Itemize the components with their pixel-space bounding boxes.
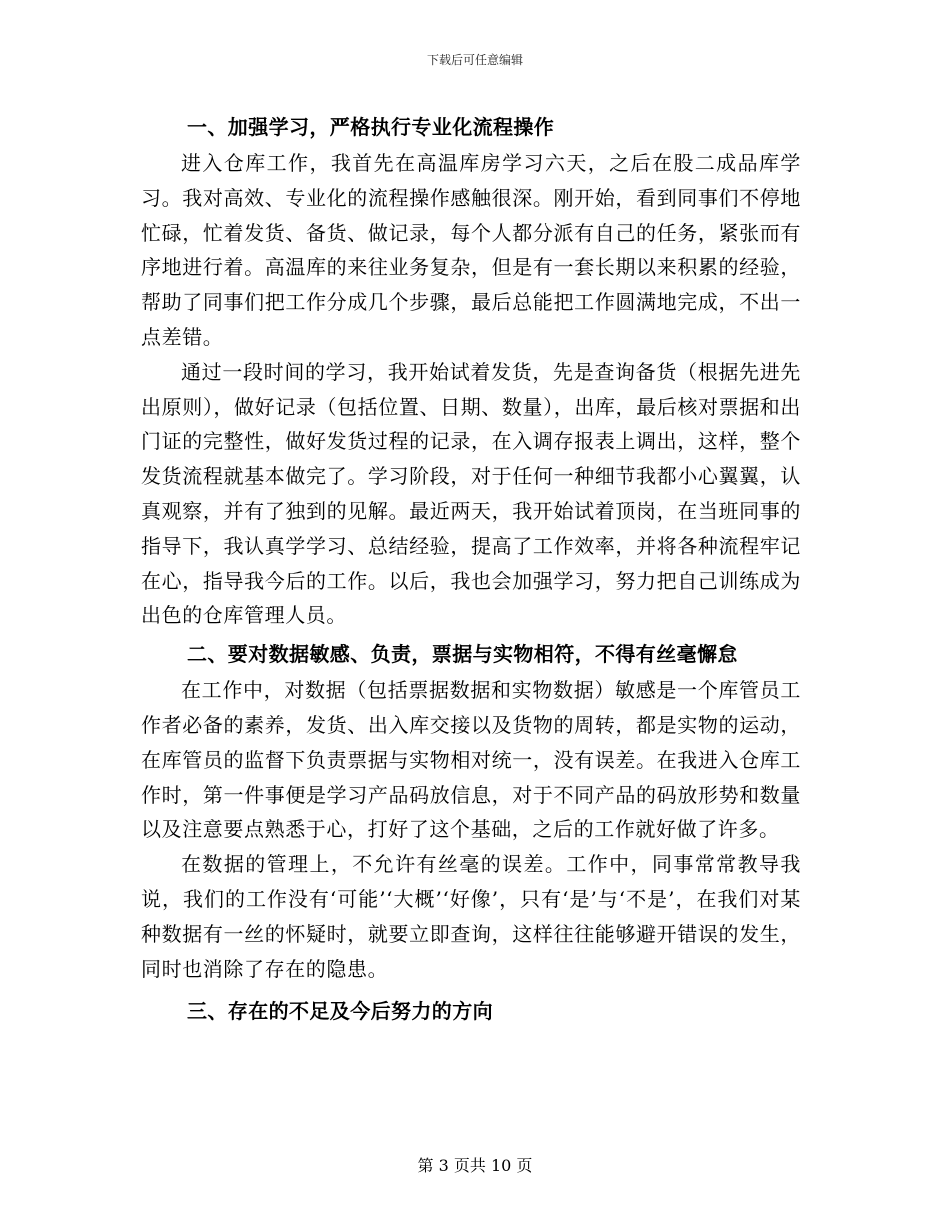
section-heading-2: 二、要对数据敏感、负责，票据与实物相符，不得有丝毫懈怠 [187,642,738,667]
section-1-paragraph-1: 进入仓库工作，我首先在高温库房学习六天，之后在股二成品库学习。我对高效、专业化的流程操作感触很深。刚开始，看到同事们不停地忙碌，忙着发货、备货、做记录，每个人都分派有自己的任务，紧张而有序地进行着。高温库的来往业务复杂，但是有一套长期以来积累的经验，帮助了同事们把工作分成几个步骤，最后总能把工作圆满地完成，不出一点差错。 [141,151,801,349]
section-2-paragraph-2: 在数据的管理上，不允许有丝毫的误差。工作中，同事常常教导我说，我们的工作没有‘可能’‘大概’‘好像’，只有‘是’与‘不是’，在我们对某种数据有一丝的怀疑时，就要立即查询，这样往往能够避开错误的发生，同时也消除了存在的隐患。 [141,852,801,981]
section-1-paragraph-2: 通过一段时间的学习，我开始试着发货，先是查询备货（根据先进先出原则），做好记录（包括位置、日期、数量），出库，最后核对票据和出门证的完整性，做好发货过程的记录，在入调存报表上调出，这样，整个发货流程就基本做完了。学习阶段，对于任何一种细节我都小心翼翼，认真观察，并有了独到的见解。最近两天，我开始试着顶岗，在当班同事的指导下，我认真学学习、总结经验，提高了工作效率，并将各种流程牢记在心，指导我今后的工作。以后，我也会加强学习，努力把自己训练成为出色的仓库管理人员。 [141,359,801,628]
document-body [141,108,801,1030]
section-2-paragraph-1: 在工作中，对数据（包括票据数据和实物数据）敏感是一个库管员工作者必备的素养，发货、出入库交接以及货物的周转，都是实物的运动，在库管员的监督下负责票据与实物相对统一，没有误差。在我进入仓库工作时，第一件事便是学习产品码放信息，对于不同产品的码放形势和数量以及注意要点熟悉于心，打好了这个基础，之后的工作就好做了许多。 [141,678,801,842]
page-number: 第 3 页共 10 页 [417,1156,533,1175]
section-heading-3: 三、存在的不足及今后努力的方向 [187,999,493,1024]
section-heading-1: 一、加强学习，严格执行专业化流程操作 [187,115,555,139]
page-header-note: 下载后可任意编辑 [426,53,523,67]
